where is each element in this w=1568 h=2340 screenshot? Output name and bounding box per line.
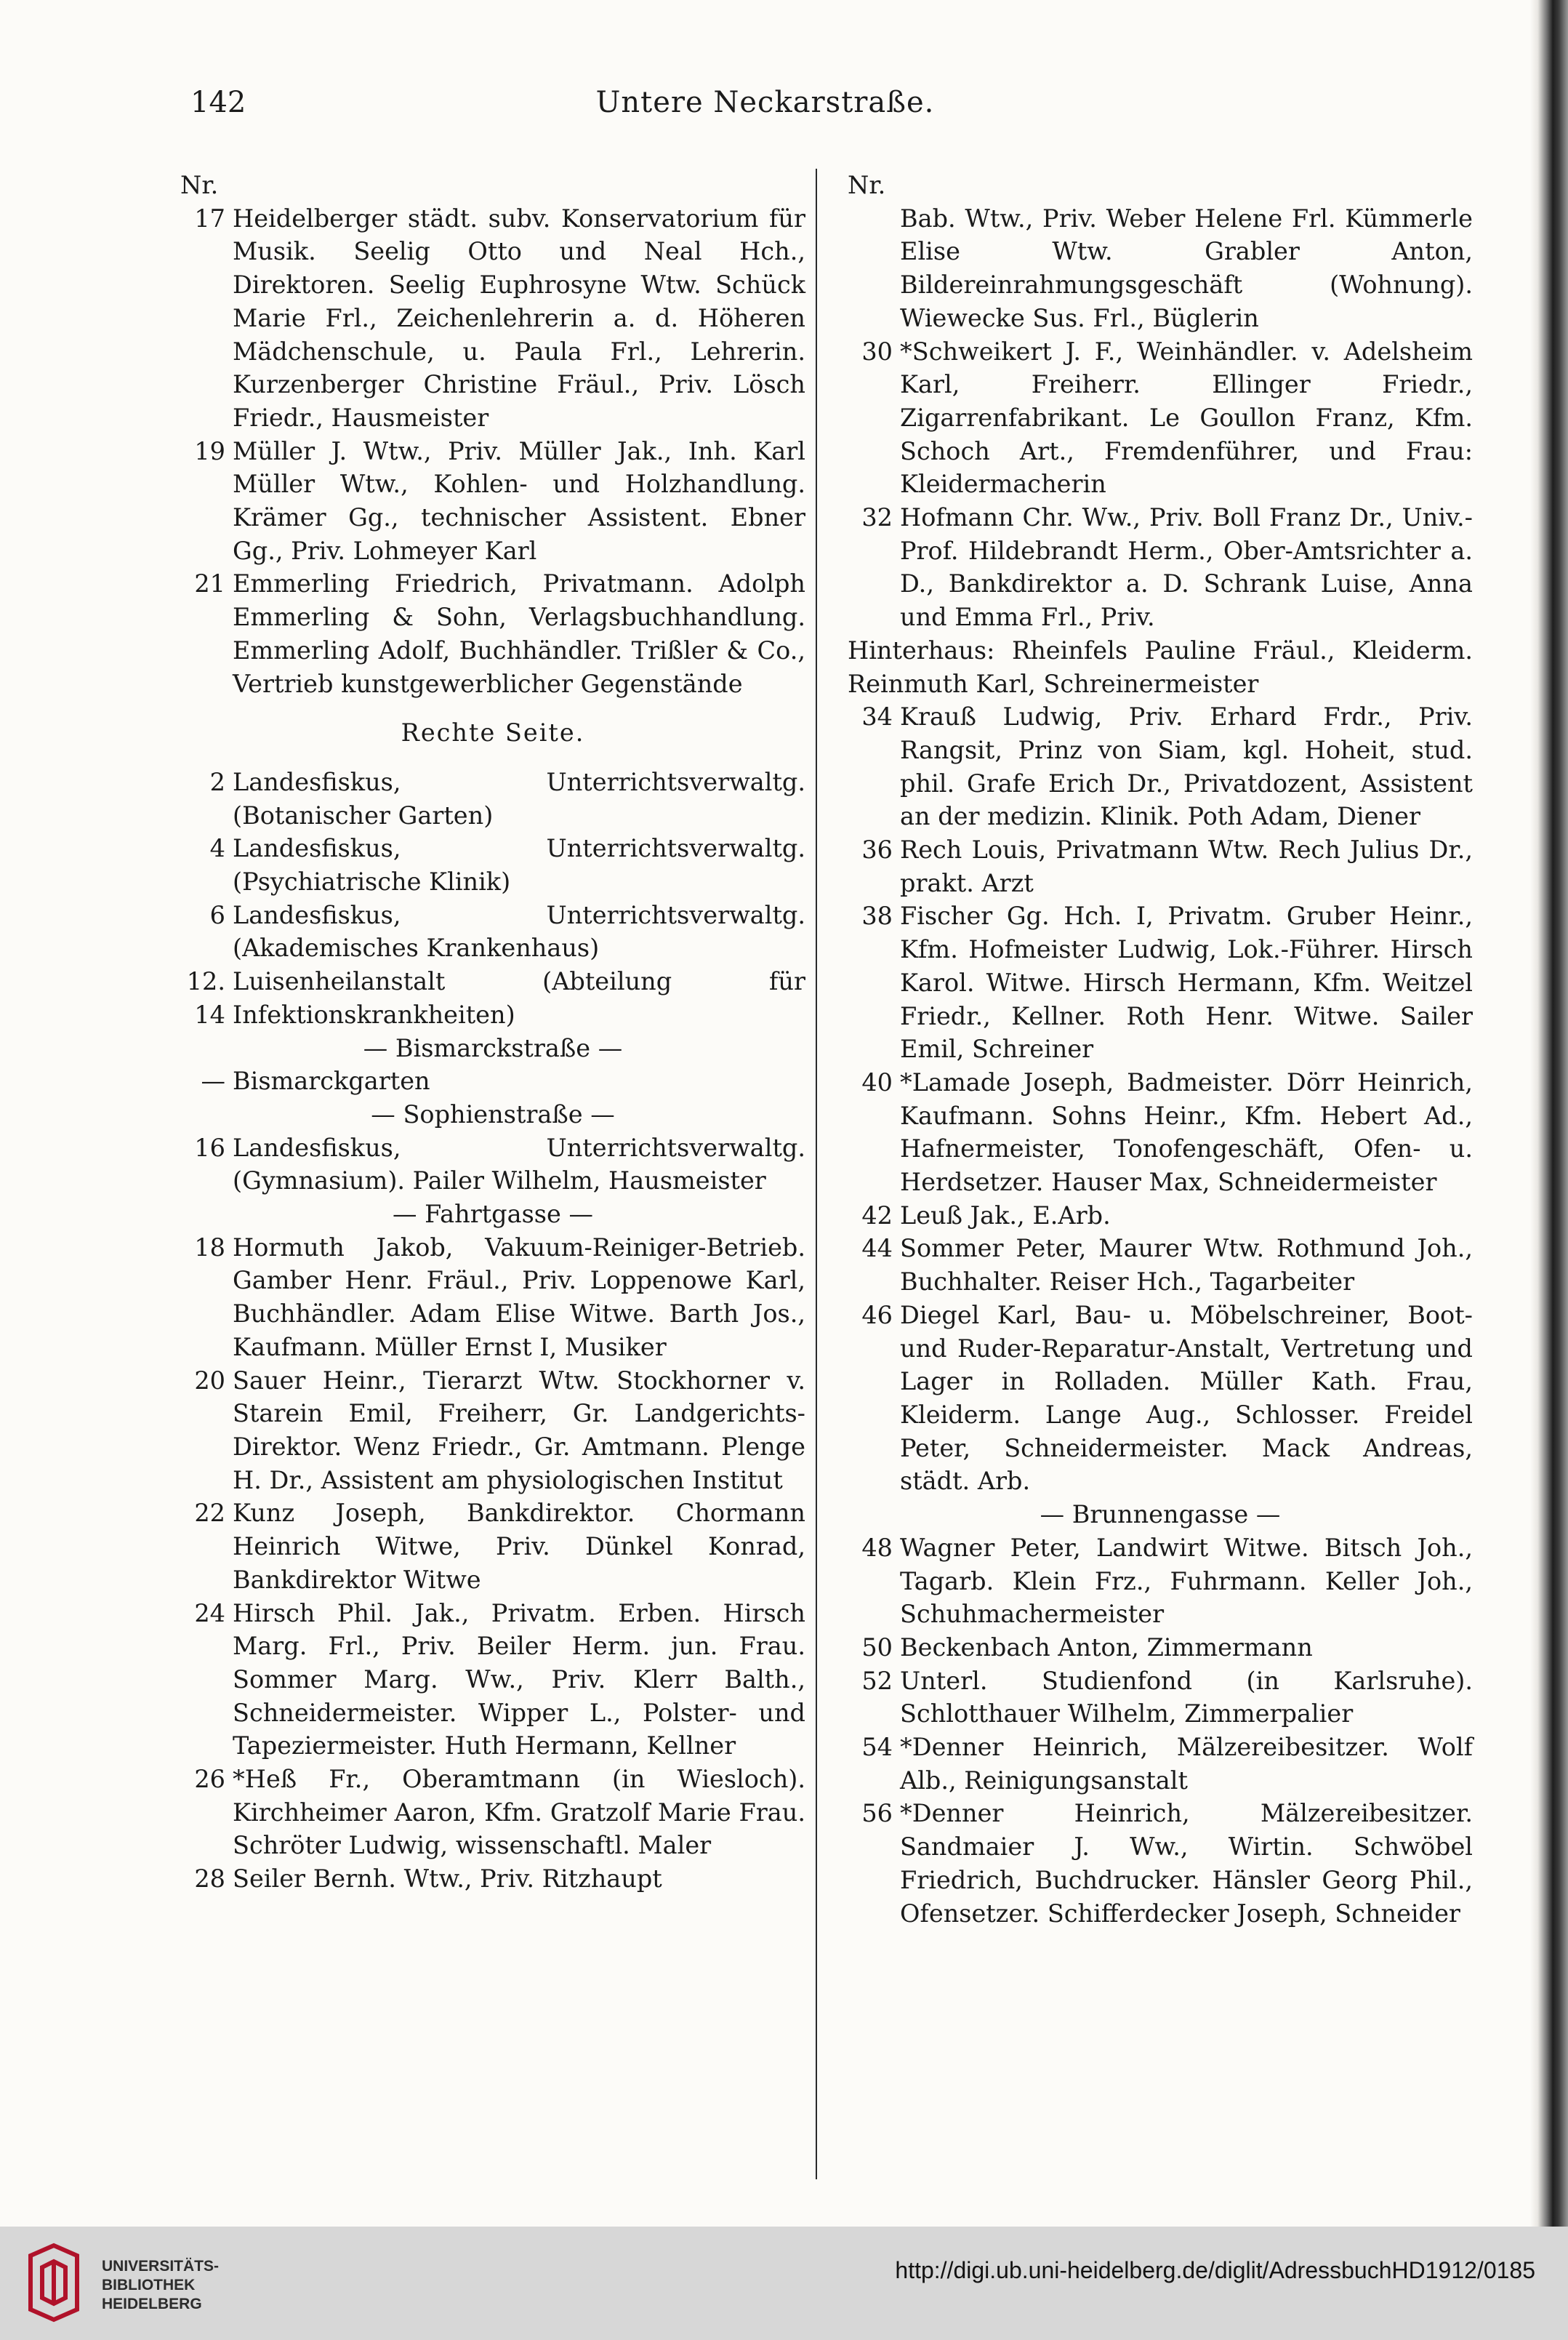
house-number: 28 <box>194 1864 225 1894</box>
house-number: 34 <box>861 702 893 732</box>
library-logo-icon <box>20 2243 87 2323</box>
entry-text: Diegel Karl, Bau- u. Möbelschreiner, Boot- und Ruder-Reparatur-Anstalt, Vertretung und Lager in Rolladen. Müller Kath. Frau, Kleiderm. Lange Aug., Schlosser. Freidel Peter, Schneidermeister. Mack Andreas, städt. Arb. <box>900 1300 1473 1496</box>
page-number: 142 <box>190 86 246 119</box>
entry-text: Landesfiskus, Unterrichtsverwaltg. (Gymnasium). Pailer Wilhelm, Hausmeister <box>233 1133 805 1195</box>
entry-group <box>180 202 805 701</box>
entry-text: *Lamade Joseph, Badmeister. Dörr Heinrich, Kaufmann. Sohns Heinr., Kfm. Hebert Ad., Hafnermeister, Tonofengeschäft, Ofen- u. Herdsetzer. Hauser Max, Schneidermeister <box>900 1067 1473 1197</box>
address-entry <box>848 1531 1473 1631</box>
house-number: 32 <box>861 503 893 532</box>
entry-text: Emmerling Friedrich, Privatmann. Adolph Emmerling & Sohn, Verlagsbuchhandlung. Emmerling Adolf, Buchhändler. Trißler & Co., Vertrieb kunstgewerblicher Gegenstände <box>233 569 805 698</box>
house-number: 46 <box>861 1300 893 1329</box>
house-number: 24 <box>194 1598 225 1627</box>
entry-text: *Schweikert J. F., Weinhändler. v. Adelsheim Karl, Freiherr. Ellinger Friedr., Zigarrenfabrikant. Le Goullon Franz, Kfm. Schoch Art., Fremdenführer, und Frau: Kleidermacherin <box>900 337 1473 499</box>
address-entry <box>848 700 1473 833</box>
entry-text: Seiler Bernh. Wtw., Priv. Ritzhaupt <box>233 1864 662 1894</box>
address-entry <box>180 1065 805 1098</box>
house-number: 19 <box>194 436 225 465</box>
library-name <box>102 2257 219 2314</box>
address-entry <box>180 832 805 898</box>
column-heading-nr: Nr. <box>848 171 886 199</box>
footer-bar <box>0 2227 1568 2340</box>
house-number: 6 <box>209 900 225 929</box>
address-entry <box>180 1597 805 1763</box>
address-entry <box>848 1731 1473 1797</box>
address-entry <box>848 202 1473 335</box>
library-name-line: UNIVERSITÄTS- <box>102 2258 220 2275</box>
entry-text: Beckenbach Anton, Zimmermann <box>900 1632 1313 1662</box>
entry-text: Kunz Joseph, Bankdirektor. Chormann Heinrich Witwe, Priv. Dünkel Konrad, Bankdirektor Witwe <box>233 1499 805 1594</box>
entry-text: Bismarckgarten <box>233 1067 430 1096</box>
entry-text: Krauß Ludwig, Priv. Erhard Frdr., Priv. Rangsit, Prinz von Siam, kgl. Hoheit, stud. phil. Grafe Erich Dr., Privatdozent, Assistent an der medizin. Klinik. Poth Adam, Diener <box>900 702 1473 831</box>
house-number: 44 <box>861 1234 893 1263</box>
house-number: 48 <box>861 1533 893 1562</box>
address-entry <box>180 899 805 965</box>
entry-text: Landesfiskus, Unterrichtsverwaltg. (Botanischer Garten) <box>233 767 805 830</box>
house-number: 4 <box>209 834 225 863</box>
running-title: Untere Neckarstraße. <box>595 86 935 119</box>
entry-text: Fischer Gg. Hch. I, Privatm. Gruber Heinr., Kfm. Hofmeister Ludwig, Lok.-Führer. Hirsch Karol. Witwe. Hirsch Hermann, Kfm. Weitzel Friedr., Kellner. Roth Henr. Witwe. Sailer Emil, Schreiner <box>900 902 1473 1064</box>
house-number: 21 <box>194 569 225 598</box>
address-entry <box>848 335 1473 502</box>
address-entry <box>180 435 805 568</box>
address-entry <box>848 1797 1473 1930</box>
entry-text: *Denner Heinrich, Mälzereibesitzer. Wolf Alb., Reinigungsanstalt <box>900 1733 1473 1795</box>
street-heading-sophienstrasse: — Sophienstraße — <box>371 1099 615 1129</box>
source-url-link[interactable]: http://digi.ub.uni-heidelberg.de/diglit/AdressbuchHD1912/0185 <box>895 2257 1535 2283</box>
address-entry <box>848 1664 1473 1731</box>
street-heading-brunnengasse: — Brunnengasse — <box>1040 1500 1281 1529</box>
address-entry <box>180 202 805 435</box>
house-number: 56 <box>861 1799 893 1828</box>
entry-group <box>180 766 805 1032</box>
house-number: 36 <box>861 836 893 865</box>
house-number: — <box>201 1067 225 1096</box>
address-entry <box>848 1066 1473 1199</box>
library-name-line: HEIDELBERG <box>102 2296 202 2312</box>
entry-text: *Heß Fr., Oberamtmann (in Wiesloch). Kirchheimer Aaron, Kfm. Gratzolf Marie Frau. Schröter Ludwig, wissenschaftl. Maler <box>233 1765 805 1860</box>
section-heading-rechte-seite: Rechte Seite. <box>401 718 585 748</box>
street-heading-bismarckstrasse: — Bismarckstraße — <box>363 1033 623 1062</box>
entry-text: Heidelberger städt. subv. Konservatorium für Musik. Seelig Otto und Neal Hch., Direktoren. Seelig Euphrosyne Wtw. Schück Marie Frl., Zeichenlehrerin a. d. Höheren Mädchenschule, u. Paula Frl., Lehrerin. Kurzenberger Christine Fräul., Priv. Lösch Friedr., Hausmeister <box>233 204 805 432</box>
column-divider <box>816 169 817 2179</box>
address-entry <box>180 1364 805 1497</box>
address-entry <box>848 1299 1473 1498</box>
book-edge <box>1530 0 1568 2227</box>
house-number: 42 <box>861 1201 893 1230</box>
address-entry <box>180 1231 805 1364</box>
entry-text: *Denner Heinrich, Mälzereibesitzer. Sandmaier J. Ww., Wirtin. Schwöbel Friedrich, Buchdrucker. Hänsler Georg Phil., Ofensetzer. Schifferdecker Joseph, Schneider <box>900 1799 1473 1928</box>
house-number: 30 <box>861 337 893 366</box>
address-entry <box>848 1232 1473 1298</box>
address-entry <box>848 501 1473 634</box>
page-header <box>0 86 1530 129</box>
house-number: 54 <box>861 1733 893 1762</box>
left-column <box>180 169 805 1896</box>
entry-group <box>848 1531 1473 1930</box>
address-entry <box>848 833 1473 899</box>
house-number: 38 <box>861 902 893 931</box>
house-number: 18 <box>194 1233 225 1262</box>
address-entry <box>180 965 805 1031</box>
entry-text: Unterl. Studienfond (in Karlsruhe). Schlotthauer Wilhelm, Zimmerpalier <box>900 1666 1473 1728</box>
street-heading-fahrtgasse: — Fahrtgasse — <box>393 1200 593 1229</box>
entry-text: Hofmann Chr. Ww., Priv. Boll Franz Dr., Univ.-Prof. Hildebrandt Herm., Ober-Amtsrichter a. D., Bankdirektor a. D. Schrank Luise, Anna und Emma Frl., Priv. <box>900 503 1473 632</box>
house-number: 16 <box>194 1133 225 1162</box>
house-number: 50 <box>861 1632 893 1662</box>
entry-text: Luisenheilanstalt (Abteilung für Infektionskrankheiten) <box>233 967 805 1029</box>
address-entry <box>180 567 805 700</box>
entry-text: Rech Louis, Privatmann Wtw. Rech Julius Dr., prakt. Arzt <box>900 836 1473 897</box>
entry-text: Sommer Peter, Maurer Wtw. Rothmund Joh., Buchhalter. Reiser Hch., Tagarbeiter <box>900 1234 1473 1297</box>
continuation-text: Bab. Wtw., Priv. Weber Helene Frl. Kümmerle Elise Wtw. Grabler Anton, Bildereinrahmungsgeschäft (Wohnung). Wiewecke Sus. Frl., Büglerin <box>900 204 1473 332</box>
house-number: 40 <box>861 1067 893 1097</box>
library-name-line: BIBLIOTHEK <box>102 2277 196 2293</box>
entry-group <box>848 335 1473 634</box>
entry-text: Wagner Peter, Landwirt Witwe. Bitsch Joh., Tagarb. Klein Frz., Fuhrmann. Keller Joh., Schuhmachermeister <box>900 1533 1473 1629</box>
address-entry <box>180 1496 805 1596</box>
hinterhaus-text: Hinterhaus: Rheinfels Pauline Fräul., Kleiderm. Reinmuth Karl, Schreinermeister <box>848 636 1473 698</box>
house-number: 26 <box>194 1765 225 1794</box>
entry-text: Hormuth Jakob, Vakuum-Reiniger-Betrieb. Gamber Henr. Fräul., Priv. Loppenowe Karl, Buchhändler. Adam Elise Witwe. Barth Jos., Kaufmann. Müller Ernst I, Musiker <box>233 1233 805 1361</box>
entry-text: Landesfiskus, Unterrichtsverwaltg. (Akademisches Krankenhaus) <box>233 900 805 963</box>
address-entry <box>180 766 805 832</box>
house-number: 52 <box>861 1666 893 1695</box>
house-number: 17 <box>194 204 225 233</box>
house-number: 22 <box>194 1499 225 1528</box>
address-entry <box>180 1131 805 1198</box>
address-entry <box>848 1199 1473 1233</box>
address-entry <box>848 899 1473 1066</box>
address-entry <box>180 1763 805 1862</box>
address-entry <box>848 1631 1473 1664</box>
column-heading-nr: Nr. <box>180 171 219 199</box>
house-number: 2 <box>209 767 225 796</box>
entry-text: Sauer Heinr., Tierarzt Wtw. Stockhorner v. Starein Emil, Freiherr, Gr. Landgerichts-Direktor. Wenz Friedr., Gr. Amtmann. Plenge H. Dr., Assistent am physiologischen Institut <box>233 1366 805 1494</box>
entry-group <box>848 700 1473 1498</box>
entry-text: Hirsch Phil. Jak., Privatm. Erben. Hirsch Marg. Frl., Priv. Beiler Herm. jun. Frau. Sommer Marg. Ww., Priv. Klerr Balth., Schneidermeister. Wipper L., Polster- und Tapeziermeister. Huth Hermann, Kellner <box>233 1598 805 1760</box>
hinterhaus-entry <box>848 634 1473 700</box>
address-entry <box>180 1862 805 1896</box>
entry-text: Landesfiskus, Unterrichtsverwaltg. (Psychiatrische Klinik) <box>233 834 805 897</box>
house-number: 12. 14 <box>186 967 225 1029</box>
entry-text: Leuß Jak., E.Arb. <box>900 1201 1111 1230</box>
entry-group <box>180 1231 805 1896</box>
entry-text: Müller J. Wtw., Priv. Müller Jak., Inh. Karl Müller Wtw., Kohlen- und Holzhandlung. Krämer Gg., technischer Assistent. Ebner Gg., Priv. Lohmeyer Karl <box>233 436 805 565</box>
house-number: 20 <box>194 1366 225 1395</box>
right-column <box>848 169 1473 1930</box>
